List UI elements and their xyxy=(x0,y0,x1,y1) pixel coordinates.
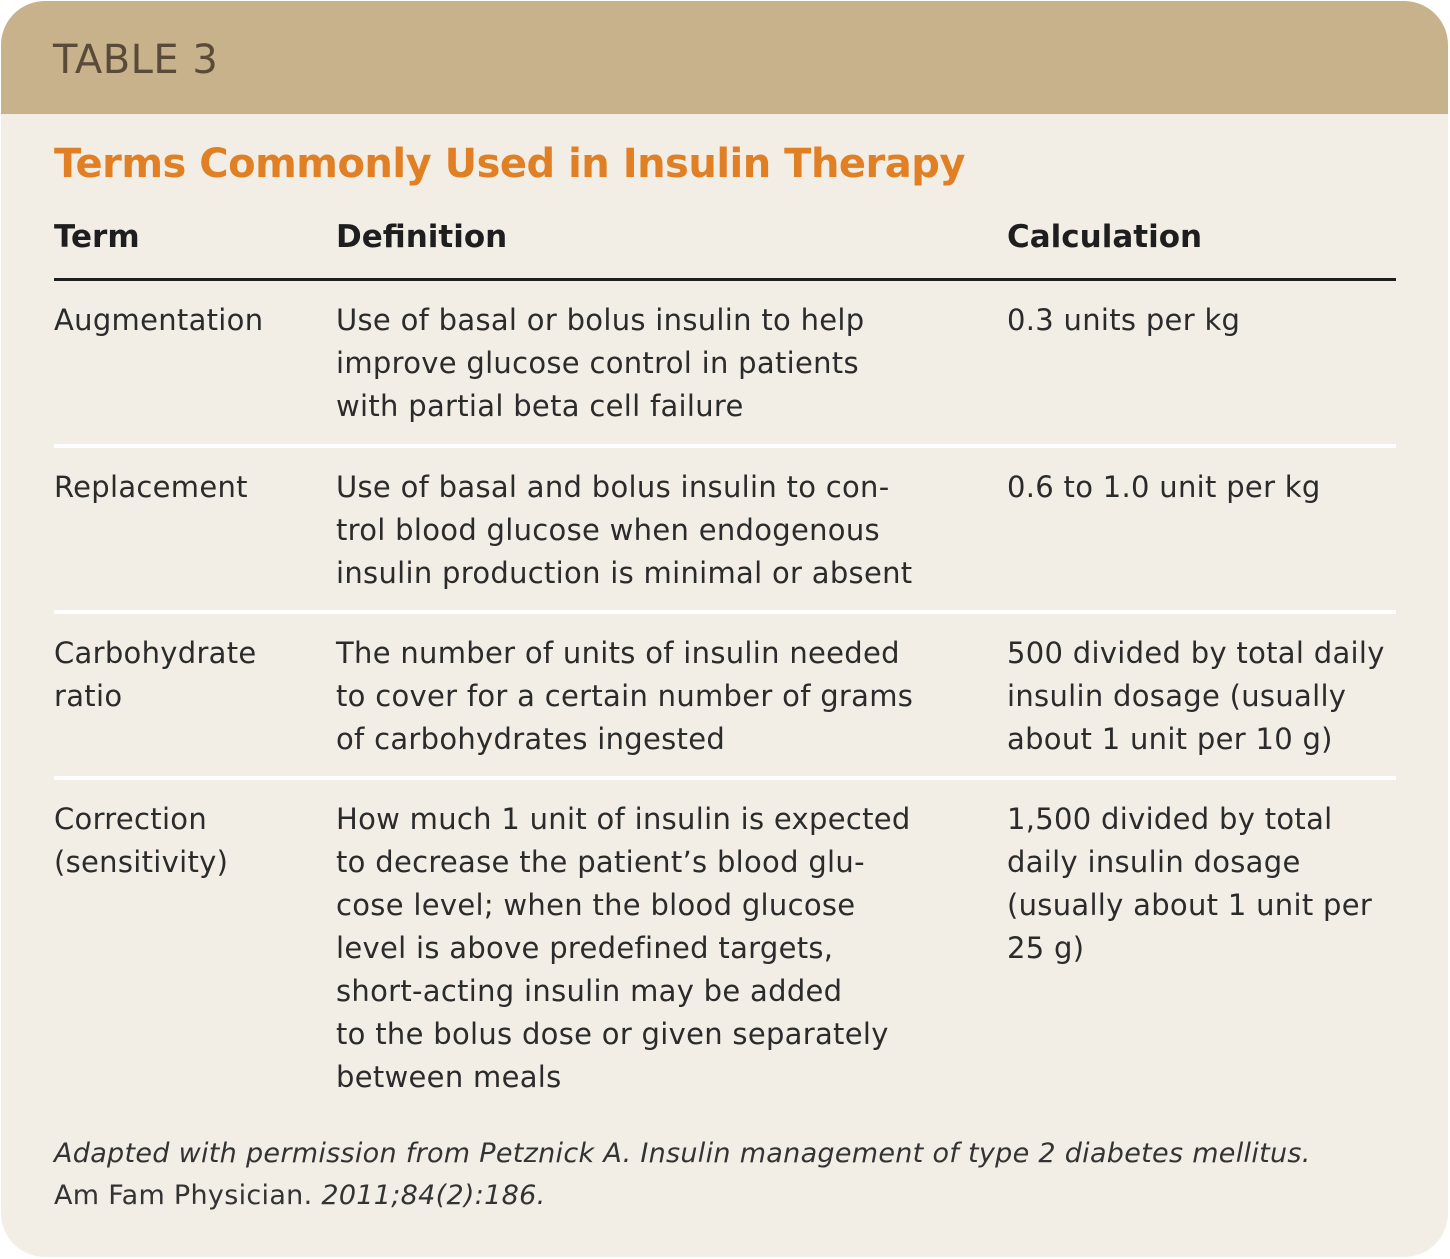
journal-name: Am Fam Physician. xyxy=(54,1180,313,1211)
term-cell: Carbohydrate ratio xyxy=(54,636,257,713)
table-header-row xyxy=(54,211,1396,281)
calculation-cell: 0.6 to 1.0 unit per kg xyxy=(1007,470,1321,504)
term-cell: Replacement xyxy=(54,470,248,504)
definition-cell: How much 1 unit of insulin is expected to decrease the patient’s blood glu- cose level; when the blood glucose level is above predefined targets, short-acting insulin may be added to the bolus dose or given separately between meals xyxy=(336,802,911,1094)
calculation-cell: 0.3 units per kg xyxy=(1007,303,1241,337)
table-row xyxy=(54,281,1396,448)
term-cell: Augmentation xyxy=(54,303,264,337)
column-header-calculation: Calculation xyxy=(1007,219,1203,255)
table-card xyxy=(1,1,1448,1257)
definition-cell: The number of units of insulin needed to cover for a certain number of grams of carbohydrates ingested xyxy=(336,636,914,756)
column-header-term: Term xyxy=(54,219,140,255)
definition-cell: Use of basal or bolus insulin to help improve glucose control in patients with partial beta cell failure xyxy=(336,303,865,423)
footnote-line-2 xyxy=(54,1175,1311,1217)
table-row xyxy=(54,614,1396,780)
table-row xyxy=(54,780,1396,1110)
header-band xyxy=(1,1,1448,114)
footnote-line-1: Adapted with permission from Petznick A. Insulin management of type 2 diabetes mellitus. xyxy=(54,1138,1311,1169)
term-cell: Correction (sensitivity) xyxy=(54,802,229,879)
table-label: TABLE 3 xyxy=(53,37,219,83)
terms-table xyxy=(54,211,1396,1110)
table-title: Terms Commonly Used in Insulin Therapy xyxy=(54,141,965,187)
citation-details: 2011;84(2):186. xyxy=(312,1180,546,1211)
calculation-cell: 500 divided by total daily insulin dosage (usually about 1 unit per 10 g) xyxy=(1007,636,1385,756)
calculation-cell: 1,500 divided by total daily insulin dosage (usually about 1 unit per 25 g) xyxy=(1007,802,1373,965)
source-footnote xyxy=(54,1133,1311,1217)
table-row xyxy=(54,448,1396,614)
definition-cell: Use of basal and bolus insulin to con- trol blood glucose when endogenous insulin production is minimal or absent xyxy=(336,470,913,590)
column-header-definition: Definition xyxy=(336,219,508,255)
